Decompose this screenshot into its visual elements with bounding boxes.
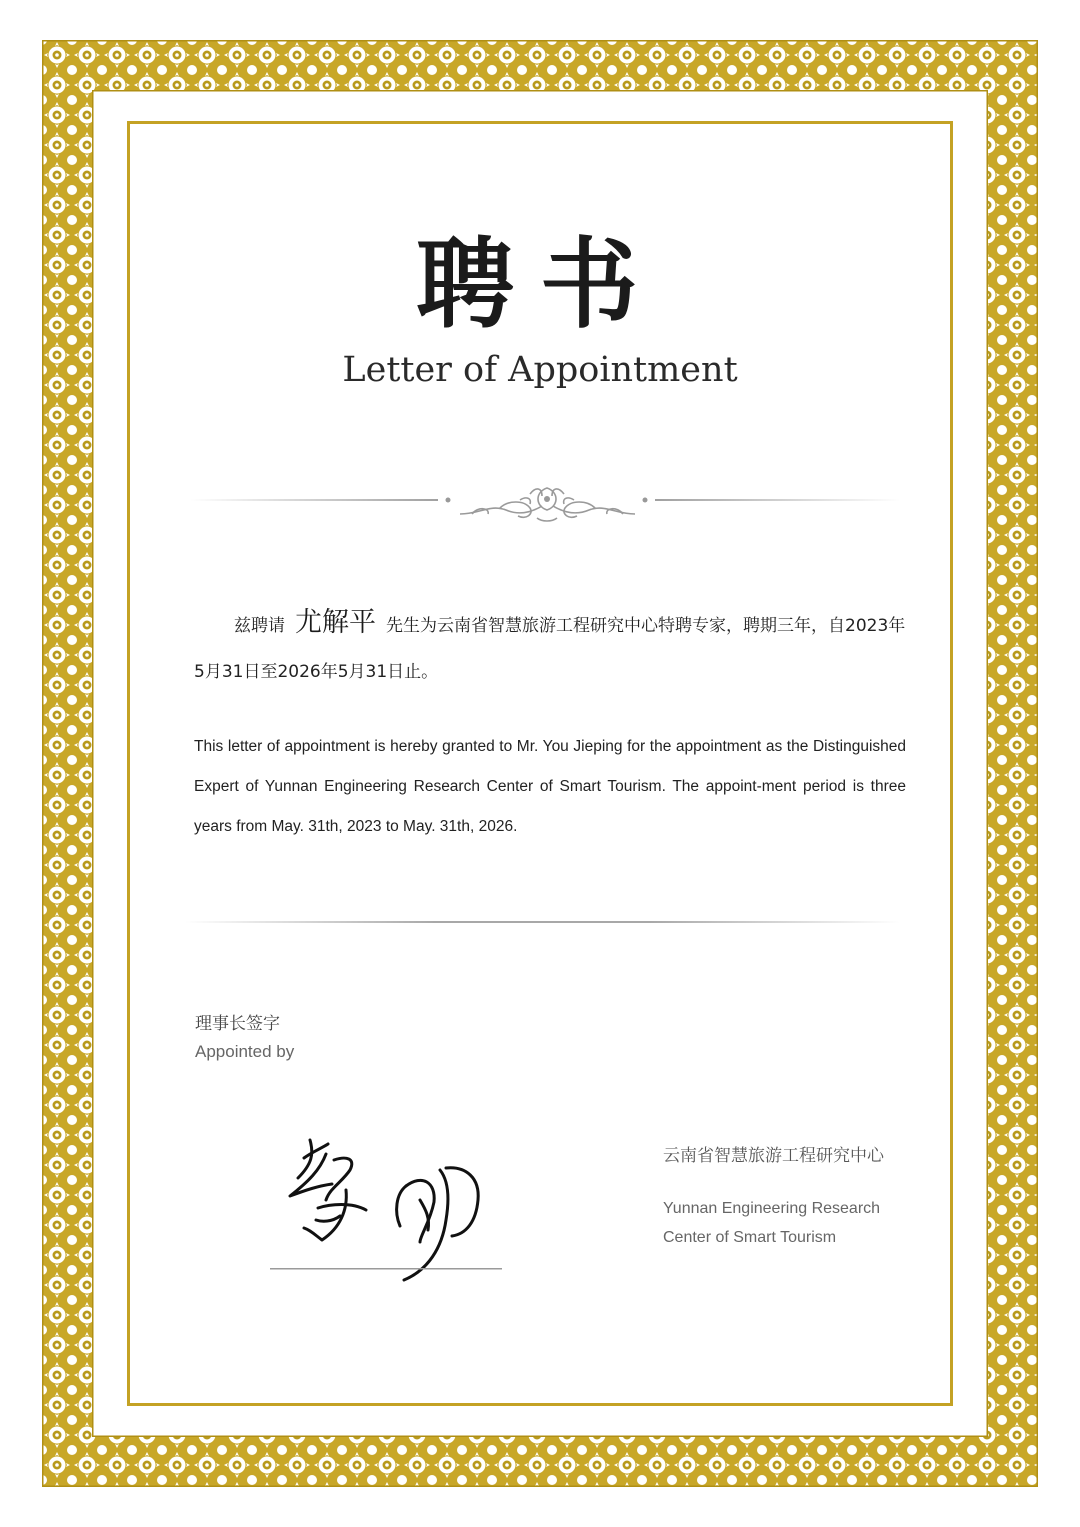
certificate-title-en: Letter of Appointment (342, 350, 738, 390)
signature-label-en: Appointed by (195, 1042, 295, 1061)
appointment-details-cn: 先生为云南省智慧旅游工程研究中心特聘专家，聘期三年，自2023年5月31日至2026年5月31日止。 (194, 616, 906, 682)
signature-label-cn: 理事长签字 (195, 1014, 280, 1034)
section-divider (185, 921, 900, 923)
handwritten-signature (270, 1130, 510, 1290)
organization-name-cn: 云南省智慧旅游工程研究中心 (663, 1146, 884, 1166)
appointee-name: 尤解平 (295, 607, 376, 638)
organization-name-en (663, 1194, 880, 1252)
appointment-prefix: 兹聘请 (234, 616, 285, 636)
appointment-text-en: This letter of appointment is hereby granted to Mr. You Jieping for the appointment as the Distinguished Expert of Yunnan Engineering Research Center of Smart Tourism. The appoint-ment period is three years from May. 31th, 2023 to May. 31th, 2026. (194, 738, 906, 835)
organization-name-en-line2: Center of Smart Tourism (663, 1229, 837, 1246)
organization-name-en-line1: Yunnan Engineering Research (663, 1200, 881, 1217)
flourish-divider-icon (190, 478, 900, 528)
certificate-title-cn: 聘书 (415, 227, 664, 342)
appointment-text-cn (194, 600, 914, 695)
